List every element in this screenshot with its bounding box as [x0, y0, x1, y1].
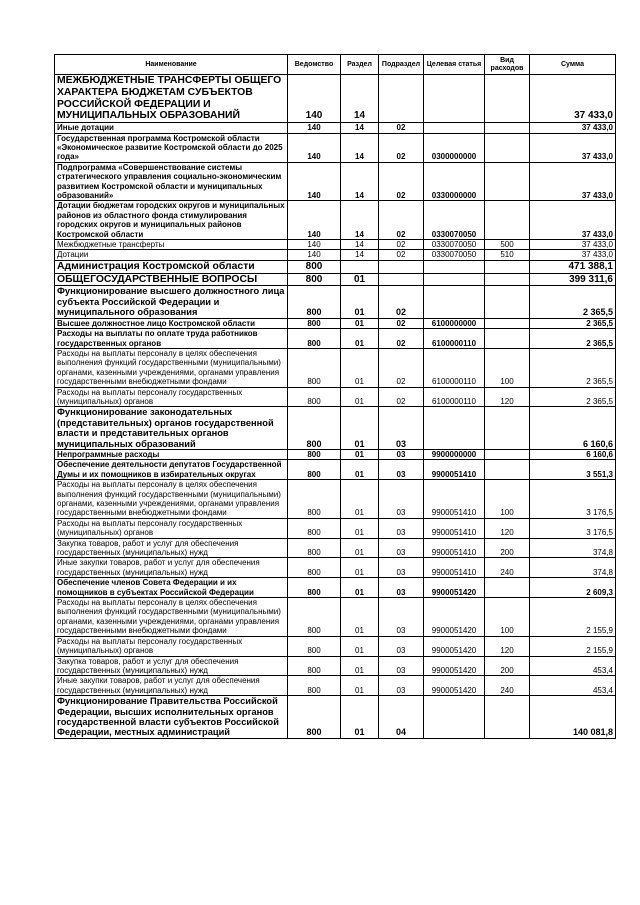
cell-name: Обеспечение деятельности депутатов Государственной Думы и их помощников в избирательных округах — [55, 460, 288, 480]
table-row — [55, 162, 616, 201]
cell-podrazdel: 03 — [379, 656, 424, 676]
cell-vid-raskhodov — [485, 460, 530, 480]
table-row — [55, 318, 616, 328]
table-row — [55, 578, 616, 598]
cell-vedomstvo: 800 — [288, 518, 341, 538]
cell-podrazdel: 03 — [379, 538, 424, 558]
table-row — [55, 696, 616, 739]
cell-vid-raskhodov: 200 — [485, 538, 530, 558]
cell-vid-raskhodov: 200 — [485, 656, 530, 676]
header-summa: Сумма — [530, 55, 616, 75]
cell-celevaya-statya: 9900051410 — [424, 480, 485, 519]
cell-razdel: 01 — [341, 696, 379, 739]
cell-summa: 399 311,6 — [530, 273, 616, 286]
cell-vedomstvo: 800 — [288, 480, 341, 519]
cell-name: Иные закупки товаров, работ и услуг для обеспечения государственных (муниципальных) нужд — [55, 676, 288, 696]
cell-summa: 471 388,1 — [530, 260, 616, 273]
cell-summa: 2 365,5 — [530, 318, 616, 328]
table-body — [55, 75, 616, 739]
cell-vedomstvo: 800 — [288, 676, 341, 696]
cell-name: Расходы на выплаты персоналу государственных (муниципальных) органов — [55, 387, 288, 407]
cell-summa: 37 433,0 — [530, 240, 616, 250]
cell-name: Администрация Костромской области — [55, 260, 288, 273]
cell-razdel: 01 — [341, 460, 379, 480]
cell-razdel: 14 — [341, 162, 379, 201]
cell-razdel: 01 — [341, 387, 379, 407]
cell-celevaya-statya: 9900000000 — [424, 449, 485, 459]
table-row — [55, 260, 616, 273]
cell-podrazdel: 03 — [379, 407, 424, 450]
table-row — [55, 407, 616, 450]
cell-vedomstvo: 140 — [288, 240, 341, 250]
cell-razdel: 01 — [341, 676, 379, 696]
cell-vid-raskhodov: 120 — [485, 518, 530, 538]
cell-summa: 37 433,0 — [530, 250, 616, 260]
cell-summa: 2 365,5 — [530, 329, 616, 349]
cell-name: Функционирование высшего должностного лица субъекта Российской Федерации и муниципального образования — [55, 286, 288, 318]
cell-celevaya-statya: 9900051410 — [424, 518, 485, 538]
cell-name: Дотации бюджетам городских округов и муниципальных районов из областного фонда стимулирования городских округов и муниципальных районов Костромской области — [55, 201, 288, 240]
table-row — [55, 329, 616, 349]
cell-vid-raskhodov: 120 — [485, 636, 530, 656]
table-row — [55, 460, 616, 480]
cell-vid-raskhodov: 100 — [485, 598, 530, 637]
cell-summa: 3 176,5 — [530, 480, 616, 519]
cell-celevaya-statya — [424, 696, 485, 739]
table-row — [55, 656, 616, 676]
table-row — [55, 201, 616, 240]
cell-vid-raskhodov — [485, 162, 530, 201]
cell-celevaya-statya — [424, 407, 485, 450]
cell-podrazdel: 02 — [379, 387, 424, 407]
cell-vedomstvo: 800 — [288, 260, 341, 273]
table-row — [55, 75, 616, 123]
cell-podrazdel: 03 — [379, 636, 424, 656]
cell-vid-raskhodov — [485, 329, 530, 349]
cell-summa: 140 081,8 — [530, 696, 616, 739]
cell-vid-raskhodov: 120 — [485, 387, 530, 407]
cell-summa: 2 609,3 — [530, 578, 616, 598]
cell-podrazdel: 02 — [379, 250, 424, 260]
cell-vedomstvo: 800 — [288, 578, 341, 598]
cell-vid-raskhodov — [485, 273, 530, 286]
cell-vid-raskhodov: 100 — [485, 480, 530, 519]
cell-podrazdel — [379, 273, 424, 286]
cell-vedomstvo: 140 — [288, 201, 341, 240]
cell-podrazdel — [379, 75, 424, 123]
cell-razdel: 01 — [341, 407, 379, 450]
cell-summa: 374,8 — [530, 558, 616, 578]
cell-summa: 3 551,3 — [530, 460, 616, 480]
cell-name: Высшее должностное лицо Костромской области — [55, 318, 288, 328]
cell-summa: 6 160,6 — [530, 407, 616, 450]
cell-celevaya-statya: 0330000000 — [424, 162, 485, 201]
cell-vedomstvo: 800 — [288, 636, 341, 656]
cell-vid-raskhodov: 500 — [485, 240, 530, 250]
cell-razdel: 01 — [341, 578, 379, 598]
header-celevaya-statya: Целевая статья — [424, 55, 485, 75]
table-row — [55, 348, 616, 387]
table-row — [55, 558, 616, 578]
cell-podrazdel: 02 — [379, 286, 424, 318]
cell-celevaya-statya: 9900051420 — [424, 636, 485, 656]
table-row — [55, 286, 616, 318]
cell-razdel: 14 — [341, 201, 379, 240]
cell-podrazdel: 03 — [379, 578, 424, 598]
table-row — [55, 480, 616, 519]
cell-razdel: 01 — [341, 449, 379, 459]
cell-razdel: 14 — [341, 240, 379, 250]
cell-celevaya-statya: 9900051410 — [424, 558, 485, 578]
cell-razdel: 01 — [341, 329, 379, 349]
table-row — [55, 598, 616, 637]
cell-name: Обеспечение членов Совета Федерации и их помощников в субъектах Российской Федерации — [55, 578, 288, 598]
header-vedomstvo: Ведомство — [288, 55, 341, 75]
cell-vid-raskhodov — [485, 260, 530, 273]
cell-vedomstvo: 800 — [288, 329, 341, 349]
cell-podrazdel: 02 — [379, 318, 424, 328]
cell-celevaya-statya: 0300000000 — [424, 133, 485, 162]
cell-summa: 453,4 — [530, 676, 616, 696]
table-row — [55, 518, 616, 538]
cell-razdel: 14 — [341, 75, 379, 123]
cell-razdel: 01 — [341, 656, 379, 676]
cell-vedomstvo: 800 — [288, 558, 341, 578]
cell-summa: 37 433,0 — [530, 133, 616, 162]
cell-summa: 2 155,9 — [530, 598, 616, 637]
cell-vedomstvo: 140 — [288, 75, 341, 123]
cell-summa: 2 365,5 — [530, 348, 616, 387]
table-row — [55, 676, 616, 696]
cell-name: Закупка товаров, работ и услуг для обеспечения государственных (муниципальных) нужд — [55, 538, 288, 558]
cell-name: Иные дотации — [55, 123, 288, 133]
cell-celevaya-statya: 6100000110 — [424, 348, 485, 387]
cell-podrazdel: 02 — [379, 162, 424, 201]
cell-podrazdel — [379, 260, 424, 273]
cell-vid-raskhodov — [485, 318, 530, 328]
cell-podrazdel: 03 — [379, 518, 424, 538]
cell-summa: 37 433,0 — [530, 201, 616, 240]
cell-podrazdel: 02 — [379, 240, 424, 250]
cell-celevaya-statya: 9900051420 — [424, 598, 485, 637]
cell-razdel: 01 — [341, 598, 379, 637]
cell-summa: 2 365,5 — [530, 286, 616, 318]
cell-vid-raskhodov — [485, 286, 530, 318]
cell-vedomstvo: 140 — [288, 162, 341, 201]
cell-vid-raskhodov — [485, 578, 530, 598]
cell-summa: 2 155,9 — [530, 636, 616, 656]
cell-vid-raskhodov — [485, 133, 530, 162]
header-vid-raskhodov: Вид расходов — [485, 55, 530, 75]
cell-vid-raskhodov: 510 — [485, 250, 530, 260]
cell-vedomstvo: 140 — [288, 123, 341, 133]
header-podrazdel: Подраздел — [379, 55, 424, 75]
cell-razdel: 01 — [341, 348, 379, 387]
table-row — [55, 636, 616, 656]
cell-celevaya-statya: 0330070050 — [424, 240, 485, 250]
cell-vid-raskhodov: 240 — [485, 558, 530, 578]
cell-razdel: 01 — [341, 318, 379, 328]
cell-summa: 6 160,6 — [530, 449, 616, 459]
cell-razdel: 14 — [341, 133, 379, 162]
cell-podrazdel: 03 — [379, 460, 424, 480]
cell-celevaya-statya: 6100000110 — [424, 329, 485, 349]
cell-celevaya-statya: 9900051420 — [424, 676, 485, 696]
cell-summa: 3 176,5 — [530, 518, 616, 538]
cell-vedomstvo: 800 — [288, 318, 341, 328]
cell-vedomstvo: 800 — [288, 387, 341, 407]
cell-name: Функционирование законодательных (представительных) органов государственной власти и представительных органов муниципальных образований — [55, 407, 288, 450]
cell-name: Государственная программа Костромской области «Экономическое развитие Костромской области до 2025 года» — [55, 133, 288, 162]
cell-name: Иные закупки товаров, работ и услуг для обеспечения государственных (муниципальных) нужд — [55, 558, 288, 578]
cell-vedomstvo: 800 — [288, 286, 341, 318]
cell-vedomstvo: 140 — [288, 250, 341, 260]
cell-summa: 2 365,5 — [530, 387, 616, 407]
cell-summa: 37 433,0 — [530, 123, 616, 133]
cell-podrazdel: 04 — [379, 696, 424, 739]
cell-celevaya-statya — [424, 273, 485, 286]
cell-celevaya-statya: 0330070050 — [424, 201, 485, 240]
cell-vid-raskhodov: 100 — [485, 348, 530, 387]
cell-razdel: 01 — [341, 286, 379, 318]
cell-name: Закупка товаров, работ и услуг для обеспечения государственных (муниципальных) нужд — [55, 656, 288, 676]
cell-celevaya-statya: 9900051410 — [424, 538, 485, 558]
cell-name: Расходы на выплаты персоналу государственных (муниципальных) органов — [55, 518, 288, 538]
table-row — [55, 123, 616, 133]
table-row — [55, 250, 616, 260]
table-header-row — [55, 55, 616, 75]
cell-podrazdel: 02 — [379, 133, 424, 162]
cell-name: Непрограммные расходы — [55, 449, 288, 459]
cell-podrazdel: 03 — [379, 598, 424, 637]
cell-razdel: 01 — [341, 538, 379, 558]
cell-vedomstvo: 800 — [288, 348, 341, 387]
cell-celevaya-statya — [424, 260, 485, 273]
cell-razdel: 01 — [341, 636, 379, 656]
cell-podrazdel: 03 — [379, 449, 424, 459]
cell-name: Расходы на выплаты персоналу в целях обеспечения выполнения функций государственными (муниципальными) органами, казенными учреждениями, органами управления государственными внебюджетными фондами — [55, 348, 288, 387]
cell-vid-raskhodov — [485, 75, 530, 123]
cell-summa: 453,4 — [530, 656, 616, 676]
cell-vedomstvo: 140 — [288, 133, 341, 162]
cell-podrazdel: 03 — [379, 558, 424, 578]
cell-razdel: 14 — [341, 250, 379, 260]
cell-name: Функционирование Правительства Российской Федерации, высших исполнительных органов государственной власти субъектов Российской Федерации, местных администраций — [55, 696, 288, 739]
cell-vid-raskhodov — [485, 201, 530, 240]
cell-celevaya-statya: 9900051420 — [424, 656, 485, 676]
table-row — [55, 273, 616, 286]
cell-vedomstvo: 800 — [288, 696, 341, 739]
cell-vedomstvo: 800 — [288, 407, 341, 450]
cell-name: Расходы на выплаты персоналу государственных (муниципальных) органов — [55, 636, 288, 656]
cell-razdel: 01 — [341, 558, 379, 578]
cell-celevaya-statya: 0330070050 — [424, 250, 485, 260]
cell-razdel: 01 — [341, 480, 379, 519]
cell-razdel — [341, 260, 379, 273]
cell-razdel: 14 — [341, 123, 379, 133]
cell-podrazdel: 02 — [379, 201, 424, 240]
header-razdel: Раздел — [341, 55, 379, 75]
cell-vid-raskhodov — [485, 123, 530, 133]
cell-summa: 37 433,0 — [530, 75, 616, 123]
cell-name: Расходы на выплаты персоналу в целях обеспечения выполнения функций государственными (муниципальными) органами, казенными учреждениями, органами управления государственными внебюджетными фондами — [55, 598, 288, 637]
cell-razdel: 01 — [341, 273, 379, 286]
cell-podrazdel: 03 — [379, 676, 424, 696]
cell-celevaya-statya: 6100000110 — [424, 387, 485, 407]
header-name: Наименование — [55, 55, 288, 75]
cell-vedomstvo: 800 — [288, 460, 341, 480]
cell-vedomstvo: 800 — [288, 656, 341, 676]
cell-vedomstvo: 800 — [288, 538, 341, 558]
cell-podrazdel: 02 — [379, 123, 424, 133]
cell-name: Расходы на выплаты по оплате труда работников государственных органов — [55, 329, 288, 349]
cell-podrazdel: 02 — [379, 329, 424, 349]
cell-celevaya-statya — [424, 286, 485, 318]
cell-name: Расходы на выплаты персоналу в целях обеспечения выполнения функций государственными (муниципальными) органами, казенными учреждениями, органами управления государственными внебюджетными фондами — [55, 480, 288, 519]
cell-name: МЕЖБЮДЖЕТНЫЕ ТРАНСФЕРТЫ ОБЩЕГО ХАРАКТЕРА БЮДЖЕТАМ СУБЪЕКТОВ РОССИЙСКОЙ ФЕДЕРАЦИИ И МУНИЦИПАЛЬНЫХ ОБРАЗОВАНИЙ — [55, 75, 288, 123]
cell-name: Подпрограмма «Совершенствование системы стратегического управления социально-экономическим развитием Костромской области и муниципальных образований» — [55, 162, 288, 201]
cell-vid-raskhodov — [485, 407, 530, 450]
cell-vedomstvo: 800 — [288, 449, 341, 459]
table-row — [55, 240, 616, 250]
cell-name: ОБЩЕГОСУДАРСТВЕННЫЕ ВОПРОСЫ — [55, 273, 288, 286]
table-row — [55, 449, 616, 459]
cell-celevaya-statya — [424, 123, 485, 133]
cell-name: Дотации — [55, 250, 288, 260]
cell-vid-raskhodov: 240 — [485, 676, 530, 696]
cell-podrazdel: 03 — [379, 480, 424, 519]
cell-vid-raskhodov — [485, 449, 530, 459]
table-row — [55, 538, 616, 558]
cell-vedomstvo: 800 — [288, 598, 341, 637]
cell-celevaya-statya: 9900051420 — [424, 578, 485, 598]
cell-podrazdel: 02 — [379, 348, 424, 387]
cell-celevaya-statya: 6100000000 — [424, 318, 485, 328]
table-row — [55, 133, 616, 162]
cell-vid-raskhodov — [485, 696, 530, 739]
table-row — [55, 387, 616, 407]
cell-celevaya-statya — [424, 75, 485, 123]
cell-summa: 37 433,0 — [530, 162, 616, 201]
cell-name: Межбюджетные трансферты — [55, 240, 288, 250]
cell-summa: 374,8 — [530, 538, 616, 558]
budget-table — [54, 54, 616, 739]
cell-vedomstvo: 800 — [288, 273, 341, 286]
cell-razdel: 01 — [341, 518, 379, 538]
cell-celevaya-statya: 9900051410 — [424, 460, 485, 480]
